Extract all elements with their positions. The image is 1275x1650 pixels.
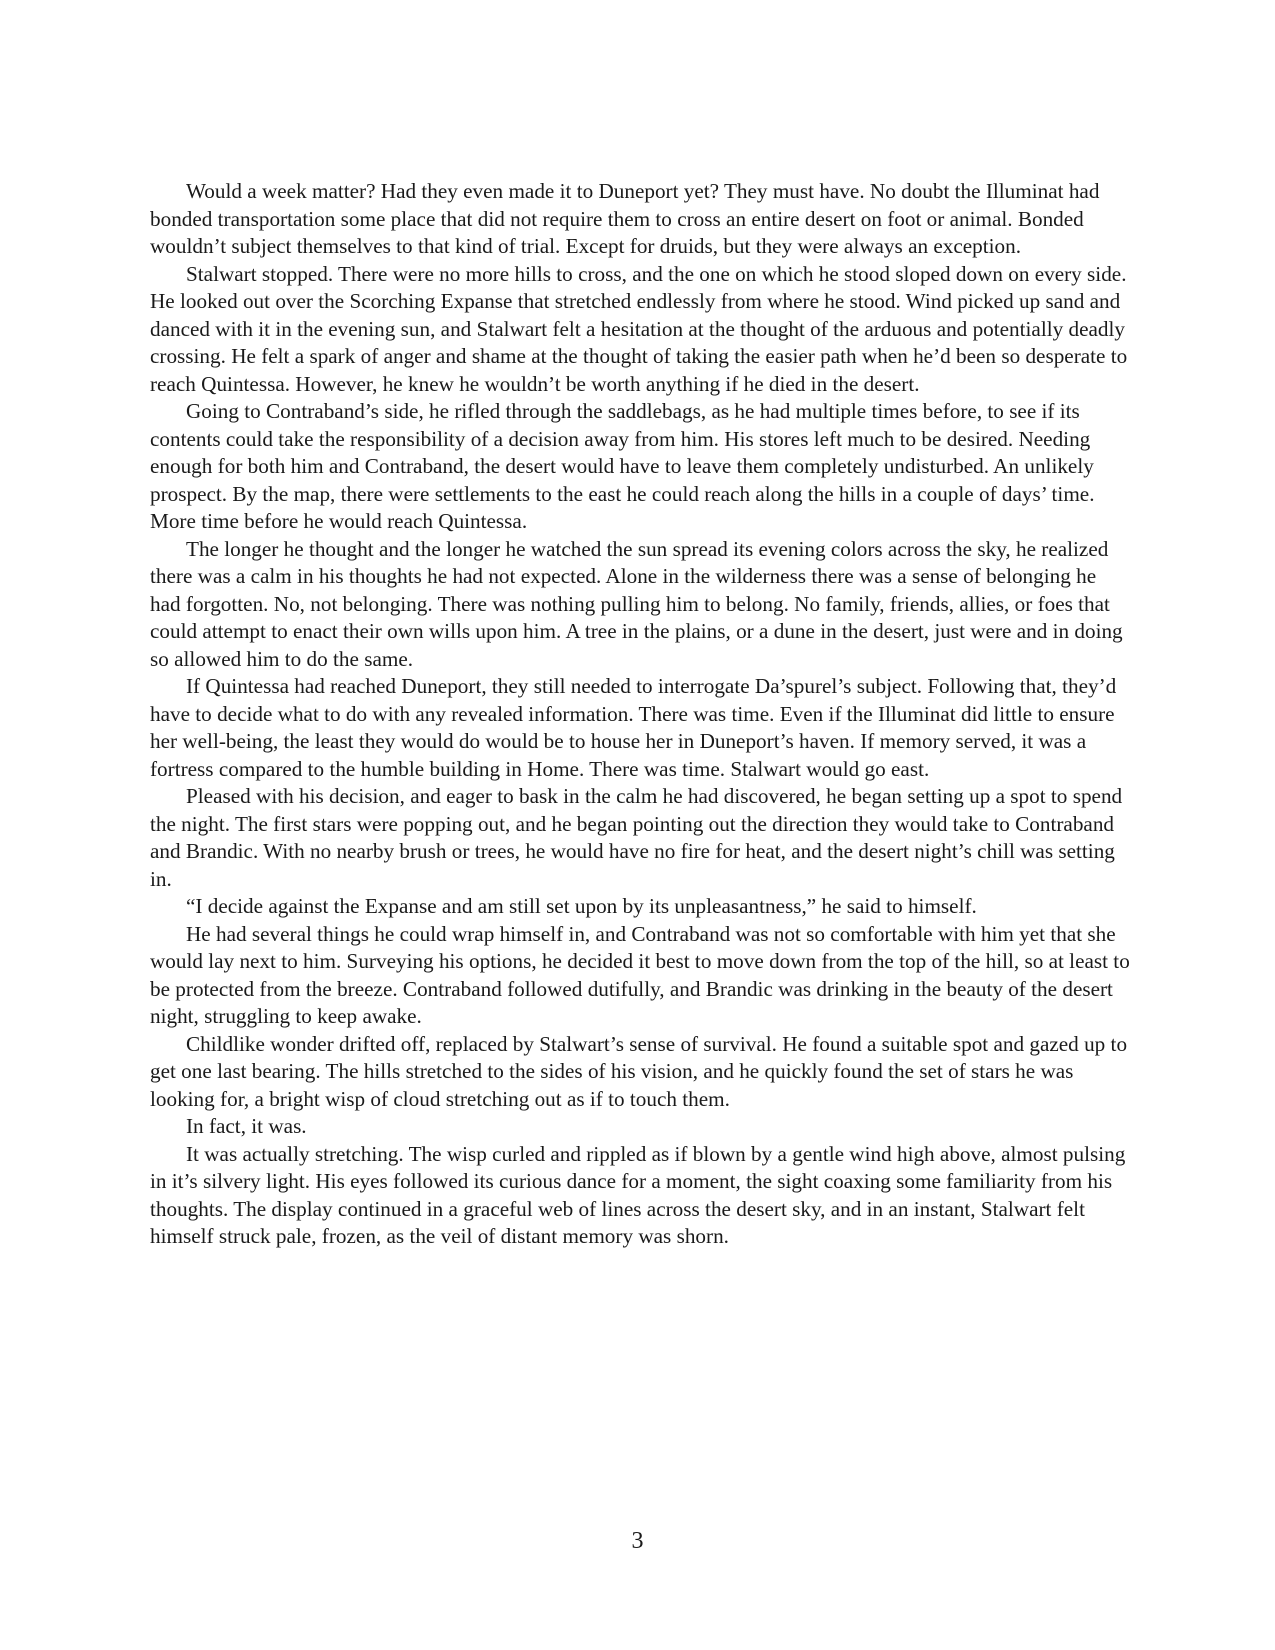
paragraph: If Quintessa had reached Duneport, they still needed to interrogate Da’spurel’s subject. Following that, they’d have to decide what to do with any revealed information. There was time. Even if the Illuminat did little to ensure her well-being, the least they would do would be to house her in Duneport’s haven. If memory served, it was a fortress compared to the humble building in Home. There was time. Stalwart would go east. xyxy=(150,674,1117,781)
paragraph: In fact, it was. xyxy=(186,1114,307,1138)
paragraph: The longer he thought and the longer he watched the sun spread its evening colors across the sky, he realized there was a calm in his thoughts he had not expected. Alone in the wilderness there was a sense of belonging he had forgotten. No, not belonging. There was nothing pulling him to belong. No family, friends, allies, or foes that could attempt to enact their own wills upon him. A tree in the plains, or a dune in the desert, just were and in doing so allowed him to do the same. xyxy=(150,536,1123,671)
paragraph: Going to Contraband’s side, he rifled through the saddlebags, as he had multiple times before, to see if its contents could take the responsibility of a decision away from him. His stores left much to be desired. Needing enough for both him and Contraband, the desert would have to leave them completely undisturbed. An unlikely prospect. By the map, there were settlements to the east he could reach along the hills in a couple of days’ time. More time before he would reach Quintessa. xyxy=(150,399,1095,533)
paragraph: It was actually stretching. The wisp curled and rippled as if blown by a gentle wind high above, almost pulsing in it’s silvery light. His eyes followed its curious dance for a moment, the sight coaxing some familiarity from his thoughts. The display continued in a graceful web of lines across the desert sky, and in an instant, Stalwart felt himself struck pale, frozen, as the veil of distant memory was shorn. xyxy=(150,1141,1126,1248)
paragraph: “I decide against the Expanse and am still set upon by its unpleasantness,” he said to himself. xyxy=(186,894,977,918)
paragraph: Childlike wonder drifted off, replaced by Stalwart’s sense of survival. He found a suitable spot and gazed up to get one last bearing. The hills stretched to the sides of his vision, and he quickly found the set of stars he was looking for, a bright wisp of cloud stretching out as if to touch them. xyxy=(150,1031,1128,1111)
page-body xyxy=(150,178,1130,1251)
page-number: 3 xyxy=(631,1528,644,1554)
paragraph: Would a week matter? Had they even made it to Duneport yet? They must have. No doubt the Illuminat had bonded transportation some place that did not require them to cross an entire desert on foot or animal. Bonded wouldn’t subject themselves to that kind of trial. Except for druids, but they were always an exception. xyxy=(150,179,1100,258)
paragraph: Stalwart stopped. There were no more hills to cross, and the one on which he stood sloped down on every side. He looked out over the Scorching Expanse that stretched endlessly from where he stood. Wind picked up sand and danced with it in the evening sun, and Stalwart felt a hesitation at the thought of the arduous and potentially deadly crossing. He felt a spark of anger and shame at the thought of taking the easier path when he’d been so desperate to reach Quintessa. However, he knew he wouldn’t be worth anything if he died in the desert. xyxy=(150,261,1128,396)
paragraph: Pleased with his decision, and eager to bask in the calm he had discovered, he began setting up a spot to spend the night. The first stars were popping out, and he began pointing out the direction they would take to Contraband and Brandic. With no nearby brush or trees, he would have no fire for heat, and the desert night’s chill was setting in. xyxy=(150,784,1123,891)
paragraph: He had several things he could wrap himself in, and Contraband was not so comfortable with him yet that she would lay next to him. Surveying his options, he decided it best to move down from the top of the hill, so at least to be protected from the breeze. Contraband followed dutifully, and Brandic was drinking in the beauty of the desert night, struggling to keep awake. xyxy=(150,921,1130,1028)
